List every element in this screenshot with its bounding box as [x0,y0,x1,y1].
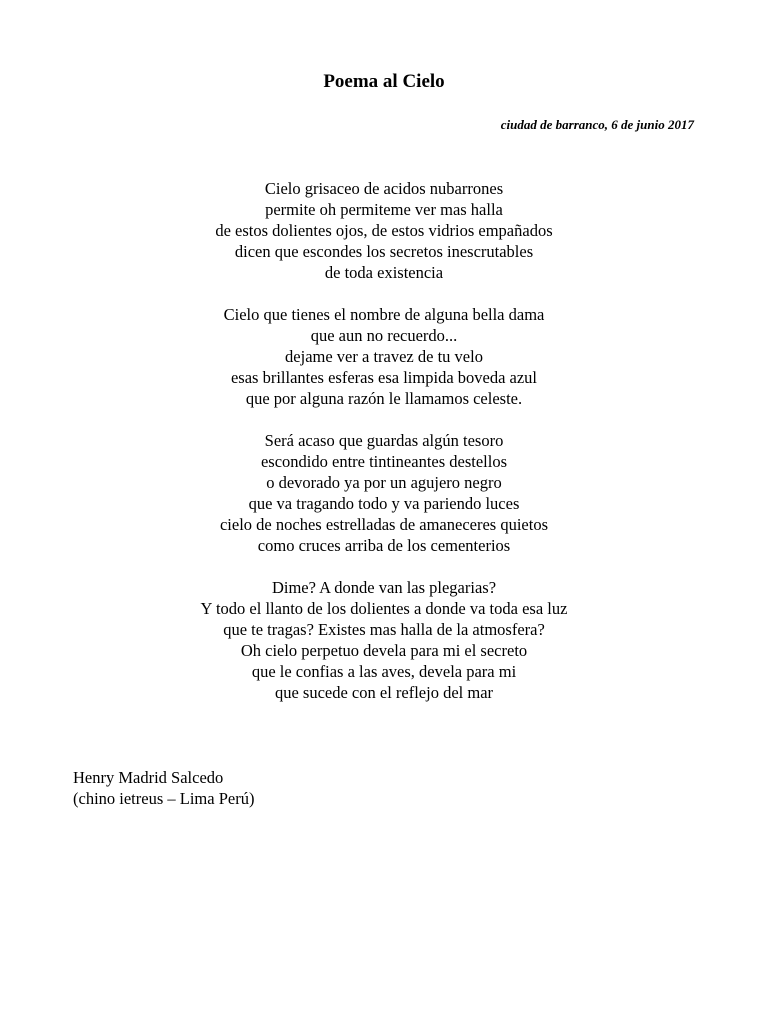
poem-line: de estos dolientes ojos, de estos vidrios empañados [215,221,553,240]
poem-line: que por alguna razón le llamamos celeste. [245,389,523,408]
poem-line: que va tragando todo y va pariendo luces [248,494,520,513]
poem-line: como cruces arriba de los cementerios [257,536,511,555]
poem-line: Dime? A donde van las plegarias? [271,578,497,597]
poem-line: Cielo grisaceo de acidos nubarrones [264,179,504,198]
poem-line: Será acaso que guardas algún tesoro [264,431,504,450]
poem-line: esas brillantes esferas esa limpida boveda azul [230,368,538,387]
stanza [0,430,768,556]
stanza [0,577,768,703]
poem-line: que te tragas? Existes mas halla de la atmosfera? [223,620,545,639]
poem-line: que sucede con el reflejo del mar [274,683,494,702]
poem-title: Poema al Cielo [323,71,445,92]
poem-body [0,178,768,724]
author-name: Henry Madrid Salcedo [73,768,224,787]
poem-line: Y todo el llanto de los dolientes a donde va toda esa luz [200,599,568,618]
poem-line: cielo de noches estrelladas de amaneceres quietos [219,515,549,534]
poem-line: Oh cielo perpetuo devela para mi el secreto [240,641,528,660]
poem-line: Cielo que tienes el nombre de alguna bella dama [223,305,545,324]
dateline: ciudad de barranco, 6 de junio 2017 [500,117,694,132]
stanza [0,178,768,283]
poem-line: que aun no recuerdo... [310,326,458,345]
poem-line: o devorado ya por un agujero negro [266,473,502,492]
poem-line: permite oh permiteme ver mas halla [265,200,503,219]
poem-line: de toda existencia [324,263,444,282]
author-alias: (chino ietreus – Lima Perú) [73,789,255,808]
author-signature [73,767,254,809]
poem-line: que le confias a las aves, devela para mi [251,662,517,681]
poem-line: dicen que escondes los secretos inescrutables [234,242,534,261]
poem-line: dejame ver a travez de tu velo [285,347,483,366]
poem-line: escondido entre tintineantes destellos [260,452,508,471]
stanza [0,304,768,409]
